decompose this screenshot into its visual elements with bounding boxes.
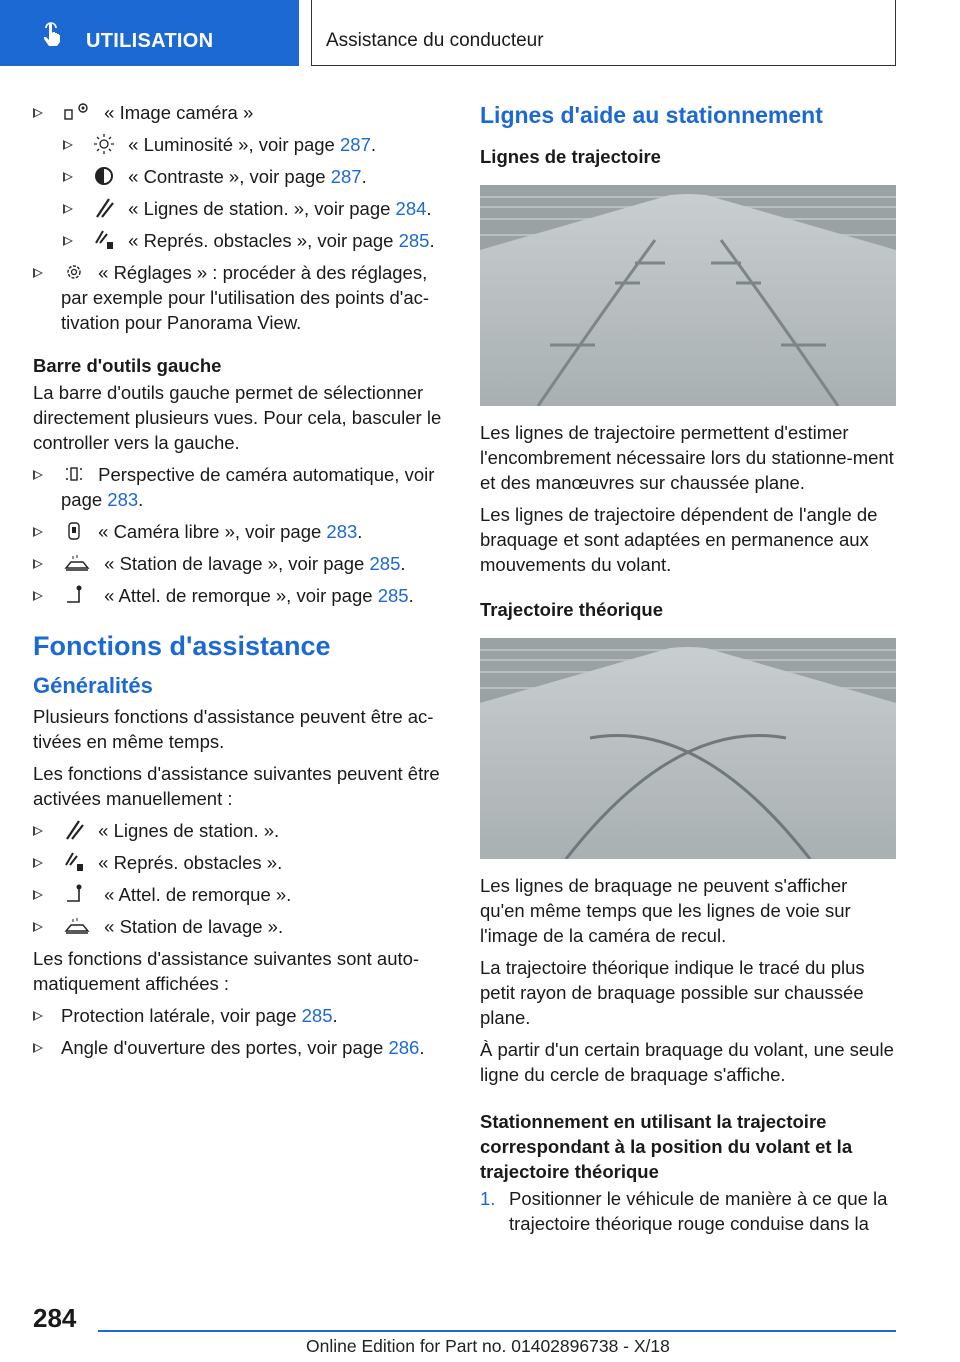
heading-stationnement: Stationnement en utilisant la trajectoire correspondant à la position du volant et la trajectoire théorique [480,1111,853,1182]
step-number: 1. [480,1188,496,1209]
step-text: Positionner le véhicule de manière à ce que la trajectoire théorique rouge conduise dans la [509,1188,888,1234]
heading-lignes-aide: Lignes d'aide au stationnement [480,102,823,128]
toolbar-heading: Barre d'outils gauche [33,355,222,376]
bullet-triangle-icon [33,591,43,601]
page-link[interactable]: 285 [377,585,409,606]
page-link[interactable]: 285 [398,230,430,251]
page-link[interactable]: 286 [388,1037,420,1058]
obstacle-marking-icon [93,229,115,251]
bullet-triangle-icon [63,172,73,182]
free-camera-icon [63,520,85,542]
page-link[interactable]: 285 [369,553,401,574]
chapter-header [311,0,896,66]
bullet-triangle-icon [33,268,43,278]
heading-generalites: Généralités [33,673,153,698]
bullet-triangle-icon [33,559,43,569]
paragraph: Plusieurs fonctions d'assistance peuvent être ac-tivées en même temps. [33,706,434,752]
page-link[interactable]: 285 [301,1005,333,1026]
auto-perspective-icon [63,463,85,485]
list-item: Protection latérale, voir page 285. [33,1003,448,1028]
theoretical-trajectory-image [480,638,896,859]
list-item: « Lignes de station. », voir page 284. [33,196,448,221]
footer-edition: Online Edition for Part no. 01402896738 - X/18 [306,1336,670,1356]
paragraph: Les lignes de trajectoire dépendent de l'angle de braquage et sont adaptées en permanence aux mouvements du volant. [480,504,878,575]
list-item: « Attel. de remorque », voir page 285. [33,583,448,608]
bullet-triangle-icon [63,140,73,150]
footer-divider [98,1330,896,1332]
page-link[interactable]: 287 [330,166,362,187]
list-item: « Station de lavage », voir page 285. [33,551,448,576]
list-item: « Représ. obstacles ». [33,850,448,875]
heading-trajectoire: Lignes de trajectoire [480,146,661,167]
parking-lines-icon [63,819,85,841]
bullet-triangle-icon [33,1043,43,1053]
contrast-icon [93,165,115,187]
list-item: « Caméra libre », voir page 283. [33,519,448,544]
parking-lines-icon [93,197,115,219]
bullet-triangle-icon [33,858,43,868]
hand-pointer-icon [40,22,66,48]
left-column [33,100,448,1067]
trailer-hitch-icon [63,883,91,905]
page-link[interactable]: 283 [326,521,358,542]
heading-theorique: Trajectoire théorique [480,599,663,620]
list-item: « Image caméra » [33,100,448,125]
bullet-triangle-icon [33,826,43,836]
list-item: « Représ. obstacles », voir page 285. [33,228,448,253]
list-item: « Contraste », voir page 287. [33,164,448,189]
gear-icon [63,261,85,283]
list-item: « Réglages » : procéder à des réglages, par exemple pour l'utilisation des points d'ac-tivation pour Panorama View. [33,260,448,335]
page-link[interactable]: 283 [107,489,139,510]
page-link[interactable]: 287 [340,134,371,155]
bullet-triangle-icon [33,108,43,118]
bullet-triangle-icon [33,890,43,900]
paragraph: Les lignes de braquage ne peuvent s'afficher qu'en même temps que les lignes de voie sur l'image de la caméra de recul. [480,875,851,946]
heading-fonctions: Fonctions d'assistance [33,631,331,661]
bullet-triangle-icon [33,527,43,537]
bullet-triangle-icon [63,204,73,214]
paragraph: Les fonctions d'assistance suivantes peuvent être activées manuellement : [33,763,440,809]
list-item: « Attel. de remorque ». [33,882,448,907]
section-title: UTILISATION [86,30,214,52]
obstacle-marking-icon [63,851,85,873]
car-wash-icon [63,915,91,937]
list-item: « Luminosité », voir page 287. [33,132,448,157]
numbered-step [480,1186,896,1236]
right-column [480,100,896,1236]
chapter-title: Assistance du conducteur [326,30,544,51]
bullet-triangle-icon [33,470,43,480]
trajectory-lines-image [480,185,896,406]
page-link[interactable]: 284 [395,198,427,219]
paragraph: La trajectoire théorique indique le tracé du plus petit rayon de braquage possible sur chaussée plane. [480,957,865,1028]
bullet-triangle-icon [33,922,43,932]
list-item: « Lignes de station. ». [33,818,448,843]
list-item: Angle d'ouverture des portes, voir page 286. [33,1035,448,1060]
paragraph: Les fonctions d'assistance suivantes sont auto-matiquement affichées : [33,948,420,994]
brightness-icon [93,133,115,155]
section-tab[interactable] [0,0,299,66]
car-wash-icon [63,552,91,574]
paragraph: Les lignes de trajectoire permettent d'estimer l'encombrement nécessaire lors du stationne-ment et des manœuvres sur chaussée plane. [480,422,894,493]
list-item: Perspective de caméra automatique, voir page 283. [33,462,448,512]
bullet-triangle-icon [63,236,73,246]
bullet-triangle-icon [33,1011,43,1021]
trailer-hitch-icon [63,584,91,606]
toolbar-paragraph: La barre d'outils gauche permet de sélectionner directement plusieurs vues. Pour cela, basculer le controller vers la gauche. [33,382,442,453]
camera-settings-icon [63,101,91,123]
list-item: « Station de lavage ». [33,914,448,939]
paragraph: À partir d'un certain braquage du volant, une seule ligne du cercle de braquage s'affiche. [480,1039,894,1085]
page-number: 284 [33,1303,77,1333]
